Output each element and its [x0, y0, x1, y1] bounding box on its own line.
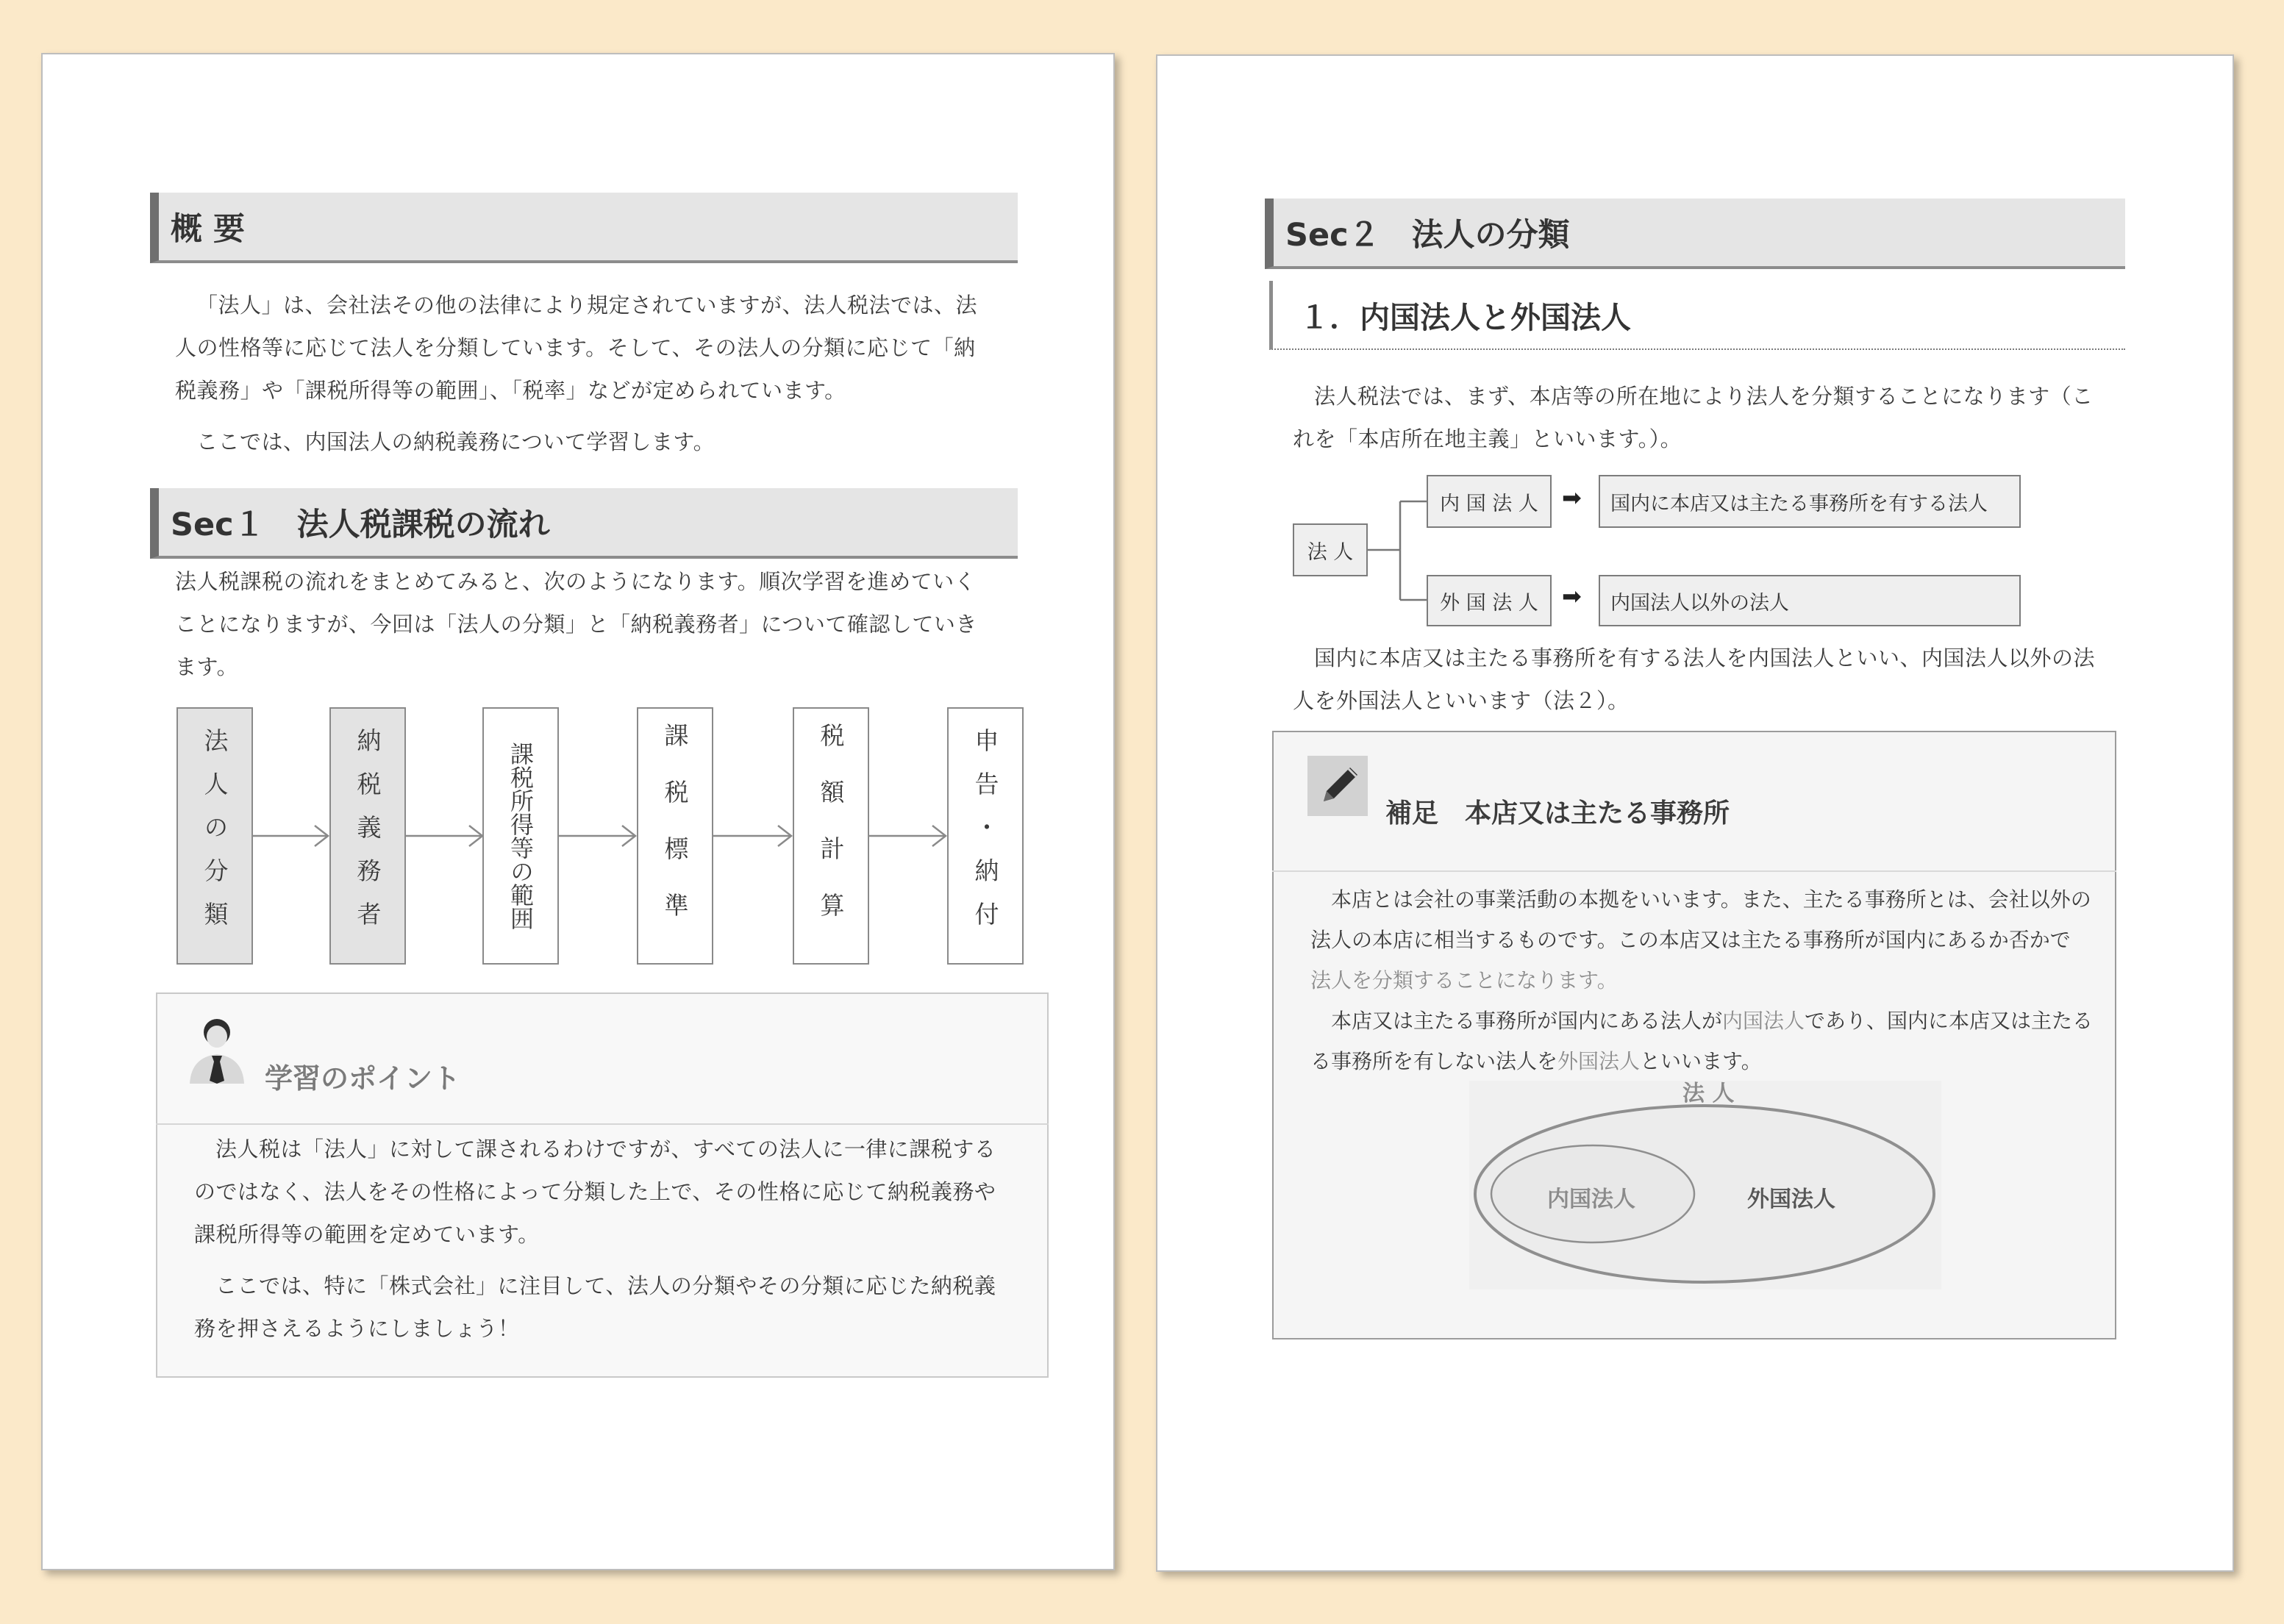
supplement-divider — [1272, 870, 2116, 872]
venn-outer-label: 法 人 — [1682, 1081, 1735, 1106]
supplement-text: 本店とは会社の事業活動の本拠をいいます。また、主たる事務所とは、会社以外の 法人の本店に相当するものです。この本店又は主たる事務所が国内にあるか否かで 法人を分類することになります。 本店又は主たる事務所が国内にある法人が内国法人であり、国内に本店又は主たる る事務所を有しない法人を外国法人といいます。 — [1310, 887, 2094, 1073]
flow-step-classification: 法人の分類 — [176, 707, 253, 965]
arrow-right-icon: ➡ — [1562, 484, 1582, 512]
venn-foreign-label: 外国法人 — [1747, 1187, 1835, 1212]
sec2-subheading: １．内国法人と外国法人 — [1269, 281, 2125, 350]
tree-domestic-corporation: 内 国 法 人 — [1427, 475, 1552, 528]
pencil-note-icon — [1307, 756, 1368, 816]
sec2-heading: Sec２ 法人の分類 — [1265, 198, 2125, 269]
sec2-after: 国内に本店又は主たる事務所を有する法人を内国法人といい、内国法人以外の法 人を外国法人といいます（法２）。 — [1293, 645, 2096, 713]
venn-shapes — [1469, 1081, 1941, 1289]
sec2-intro: 法人税法では、まず、本店等の所在地により法人を分類することになります（こ れを「本店所在地主義」といいます。）。 — [1293, 384, 2094, 451]
flow-step-tax-calc: 税額計算 — [793, 707, 869, 965]
overview-paragraph: 「法人」は、会社法その他の法律により規定されていますが、法人税法では、法 人の性格等に応じて法人を分類しています。そして、その法人の分類に応じて「納 税義務」や「課税所得等の範囲」、「税率」などが定められています。 ここでは、内国法人の納税義務について学習します。 — [175, 293, 978, 454]
sec1-heading: Sec１ 法人税課税の流れ — [150, 488, 1018, 559]
supplement-title: 補足 本店又は主たる事務所 — [1385, 798, 1730, 829]
overview-heading: 概 要 — [150, 193, 1018, 263]
supplement-box — [1272, 731, 2116, 1339]
learning-point-title: 学習のポイント — [265, 1062, 461, 1095]
sec1-paragraph: 法人税課税の流れをまとめてみると、次のようになります。順次学習を進めていく ことになりますが、今回は「法人の分類」と「納税義務者」について確認していき ます。 — [175, 569, 977, 679]
venn-diagram — [1469, 1081, 1941, 1289]
learning-point-text: 法人税は「法人」に対して課されるわけですが、すべての法人に一律に課税する のではなく、法人をその性格によって分類した上で、その性格に応じて納税義務や 課税所得等の範囲を定めています。 ここでは、特に「株式会社」に注目して、法人の分類やその分類に応じた納税義 務を押さえるようにしましょう！ — [194, 1137, 996, 1341]
venn-domestic-label: 内国法人 — [1547, 1187, 1635, 1212]
flow-step-filing: 申告・納付 — [947, 707, 1024, 965]
person-icon — [185, 1016, 249, 1084]
learning-point-box — [156, 992, 1049, 1378]
tree-foreign-corporation: 外 国 法 人 — [1427, 575, 1552, 626]
page-left — [41, 53, 1115, 1570]
learning-point-divider — [156, 1123, 1049, 1125]
flow-step-tax-base: 課税標準 — [637, 707, 713, 965]
tree-root-corporation: 法 人 — [1293, 523, 1368, 576]
flow-step-taxpayer: 納税義務者 — [329, 707, 406, 965]
page-right — [1156, 54, 2234, 1572]
foreign-definition: 内国法人以外の法人 — [1599, 575, 2021, 626]
flow-step-income-scope: 課税所得等の範囲 — [482, 707, 559, 965]
arrow-right-icon: ➡ — [1562, 582, 1582, 610]
domestic-definition: 国内に本店又は主たる事務所を有する法人 — [1599, 475, 2021, 528]
